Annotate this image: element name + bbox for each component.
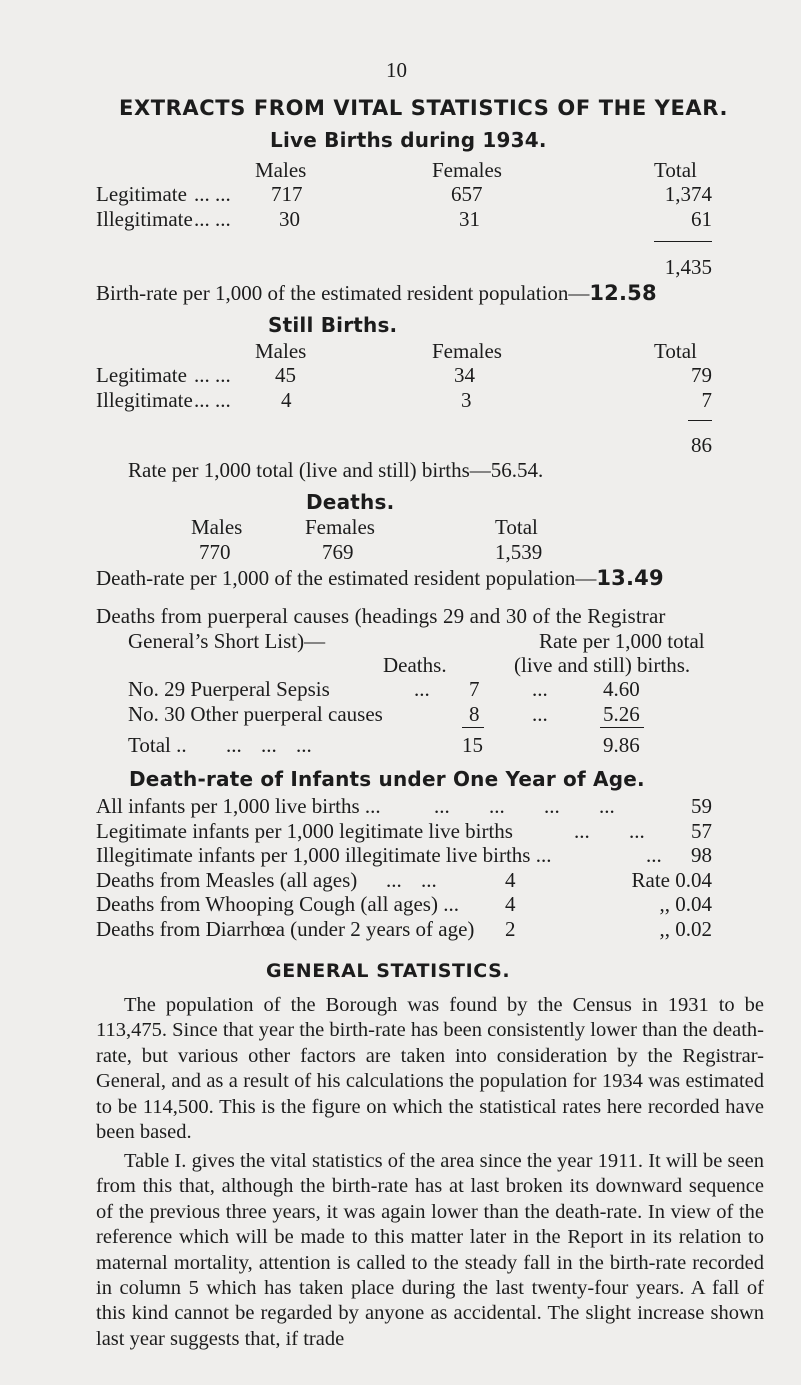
- row-rate: 5.26: [603, 702, 640, 726]
- deaths-total: 1,539: [495, 540, 543, 564]
- row-males: 717: [271, 182, 303, 206]
- still-births-total-rule: [688, 420, 712, 421]
- row-label: Deaths from Whooping Cough (all ages) ...: [96, 892, 459, 916]
- row-label: No. 30 Other puerperal causes: [128, 702, 383, 726]
- still-births-col-females: Females: [432, 339, 502, 363]
- puerperal-total-deaths: 15: [462, 733, 483, 757]
- row-label: Legitimate: [96, 363, 187, 387]
- deaths-col-males: Males: [191, 515, 243, 539]
- row-total: 61: [691, 207, 712, 231]
- general-paragraph-1: The population of the Borough was found by the Census in 1931 to be 113,475. Since that year the birth-rate has been consistently lower than the death-rate, but various other factors are taken into consideration by the Registrar-General, and as a result of his calculations the population for 1934 was estimated to be 114,500. This is the figure on which the statistical rates here recorded have been based.: [96, 994, 764, 1144]
- infant-heading: Death-rate of Infants under One Year of Age.: [129, 767, 645, 791]
- row-value: ,, 0.02: [659, 917, 712, 941]
- row-value: 59: [691, 794, 712, 818]
- puerperal-rate-header2: (live and still) births.: [514, 653, 691, 677]
- row-females: 34: [454, 363, 475, 387]
- puerperal-total-label: Total ..: [128, 733, 187, 757]
- row-count: 4: [505, 892, 516, 916]
- live-births-heading: Live Births during 1934.: [270, 128, 547, 152]
- still-birth-rate-text: Rate per 1,000 total (live and still) births—56.54.: [128, 458, 544, 482]
- row-dots: ...: [414, 677, 430, 701]
- death-rate-text: Death-rate per 1,000 of the estimated resident population—: [96, 566, 597, 590]
- row-label: All infants per 1,000 live births ...: [96, 794, 381, 818]
- row-dots: ... ...: [194, 388, 231, 412]
- row-dots: ...: [646, 843, 662, 867]
- row-dots: ...: [532, 702, 548, 726]
- general-heading: GENERAL STATISTICS.: [266, 960, 511, 982]
- live-births-col-females: Females: [432, 158, 502, 182]
- puerperal-deaths-header: Deaths.: [383, 653, 447, 677]
- row-label: Illegitimate: [96, 388, 193, 412]
- row-label: Illegitimate: [96, 207, 193, 231]
- puerperal-intro-line1: Deaths from puerperal causes (headings 29 and 30 of the Registrar: [96, 604, 666, 628]
- page-number: 10: [386, 58, 407, 82]
- row-females: 3: [461, 388, 472, 412]
- page-title: EXTRACTS FROM VITAL STATISTICS OF THE YEAR.: [119, 96, 729, 120]
- deaths-col-females: Females: [305, 515, 375, 539]
- row-males: 4: [281, 388, 292, 412]
- birth-rate-text: Birth-rate per 1,000 of the estimated resident population—: [96, 281, 590, 305]
- row-dots: ... ...: [386, 868, 437, 892]
- still-births-col-total: Total: [654, 339, 697, 363]
- row-deaths: 8: [469, 702, 480, 726]
- row-deaths: 7: [469, 677, 480, 701]
- deaths-col-total: Total: [495, 515, 538, 539]
- row-value: 57: [691, 819, 712, 843]
- row-dots: ... ...: [194, 182, 231, 206]
- row-females: 657: [451, 182, 483, 206]
- row-label: Illegitimate infants per 1,000 illegitimate live births ...: [96, 843, 552, 867]
- row-value: ,, 0.04: [659, 892, 712, 916]
- row-rate: 4.60: [603, 677, 640, 701]
- general-paragraph-2: Table I. gives the vital statistics of the area since the year 1911. It will be seen from this that, although the birth-rate has at last broken its downward sequence of the previous three years, it was again lower than the death-rate. In view of the reference which will be made to this matter later in the Report in its relation to maternal mortality, attention is called to the steady fall in the birth-rate recorded in column 5 which has taken place during the last twenty-four years. A fall of this kind cannot be regarded by anyone as accidental. The slight increase shown last year suggests that, if trade: [96, 1150, 764, 1350]
- row-total: 79: [691, 363, 712, 387]
- row-total: 1,374: [664, 182, 712, 206]
- live-births-col-total: Total: [654, 158, 697, 182]
- row-label: No. 29 Puerperal Sepsis: [128, 677, 330, 701]
- row-label: Legitimate infants per 1,000 legitimate live births: [96, 819, 513, 843]
- row-females: 31: [459, 207, 480, 231]
- row-label: Deaths from Diarrhœa (under 2 years of age): [96, 917, 475, 941]
- puerperal-deaths-rule: [462, 727, 484, 728]
- row-label: Deaths from Measles (all ages): [96, 868, 358, 892]
- row-males: 30: [279, 207, 300, 231]
- row-dots: ... ...: [194, 363, 231, 387]
- row-total: 7: [701, 388, 712, 412]
- live-births-col-males: Males: [255, 158, 307, 182]
- still-births-col-males: Males: [255, 339, 307, 363]
- row-value: Rate 0.04: [631, 868, 712, 892]
- deaths-females: 769: [322, 540, 354, 564]
- row-dots: ... ...: [194, 207, 231, 231]
- birth-rate-line: [96, 281, 657, 306]
- row-label: Legitimate: [96, 182, 187, 206]
- live-births-total-rule: [654, 241, 712, 242]
- row-count: 2: [505, 917, 516, 941]
- row-dots: ...: [532, 677, 548, 701]
- row-males: 45: [275, 363, 296, 387]
- birth-rate-value: 12.58: [589, 281, 657, 305]
- row-value: 98: [691, 843, 712, 867]
- deaths-males: 770: [199, 540, 231, 564]
- puerperal-intro-line2: General’s Short List)—: [128, 629, 326, 653]
- puerperal-rate-rule: [600, 727, 644, 728]
- live-births-grand-total: 1,435: [664, 255, 712, 279]
- death-rate-line: [96, 566, 664, 591]
- row-count: 4: [505, 868, 516, 892]
- row-dots: ... ... ... ...: [434, 794, 615, 818]
- still-births-heading: Still Births.: [268, 313, 398, 337]
- deaths-heading: Deaths.: [306, 490, 395, 514]
- puerperal-total-dots: ... ... ...: [226, 733, 312, 757]
- puerperal-rate-header1: Rate per 1,000 total: [539, 629, 705, 653]
- puerperal-total-rate: 9.86: [603, 733, 640, 757]
- row-dots: ... ...: [574, 819, 645, 843]
- death-rate-value: 13.49: [596, 566, 664, 590]
- still-births-grand-total: 86: [691, 433, 712, 457]
